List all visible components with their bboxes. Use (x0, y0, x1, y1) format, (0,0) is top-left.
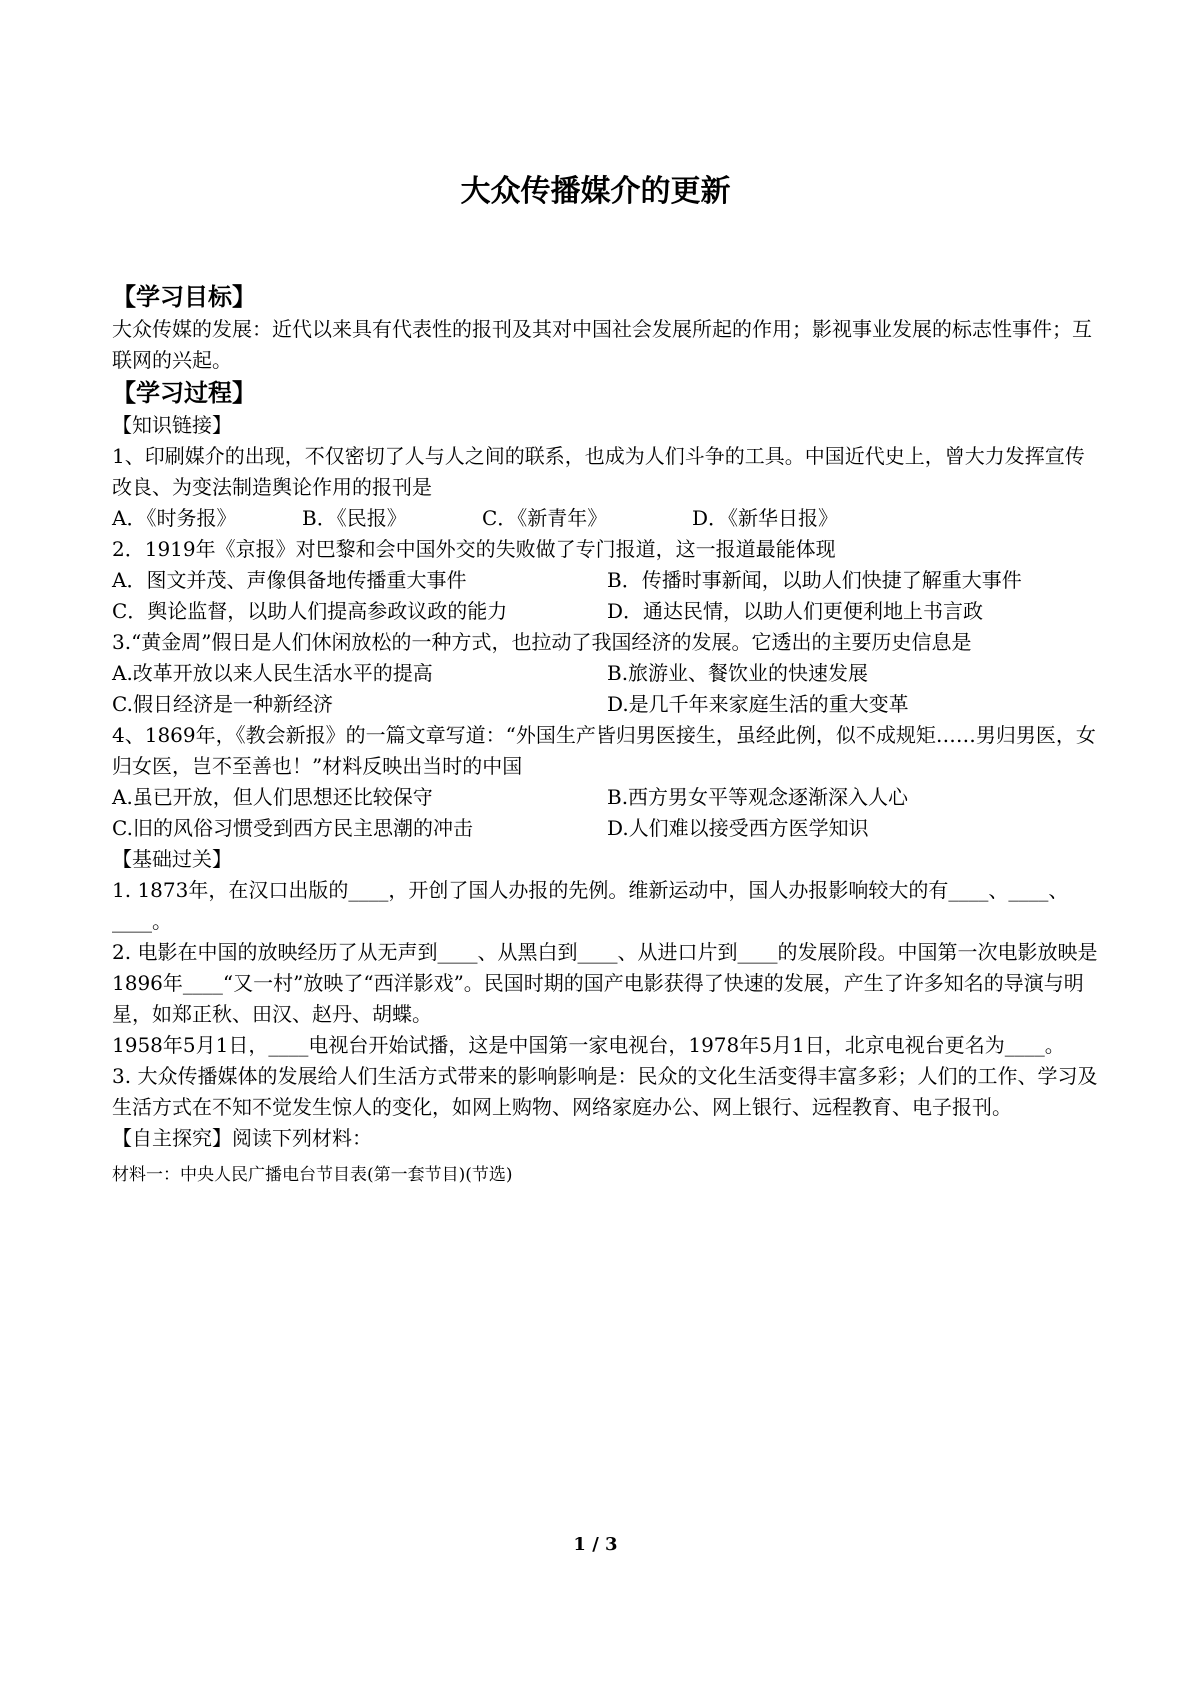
question-1-stem: 1、印刷媒介的出现，不仅密切了人与人之间的联系，也成为人们斗争的工具。中国近代史上，曾大力发挥宣传改良、为变法制造舆论作用的报刊是 (112, 444, 1085, 499)
knowledge-heading: 【知识链接】 (112, 413, 232, 437)
question-2-options-row1 (112, 565, 1102, 596)
option: A．《时务报》 (112, 506, 237, 530)
material-1-caption: 材料一：中央人民广播电台节目表(第一套节目)(节选) (112, 1165, 513, 1185)
option: C.旧的风俗习惯受到西方民主思潮的冲击 (112, 816, 473, 840)
basic-item-3: 3. 大众传播媒体的发展给人们生活方式带来的影响影响是：民众的文化生活变得丰富多彩；人们的工作、学习及生活方式在不知不觉发生惊人的变化，如网上购物、网络家庭办公、网上银行、远程教育、电子报刊。 (112, 1064, 1098, 1119)
question-3-options-row1 (112, 658, 1102, 689)
option: A．图文并茂、声像俱备地传播重大事件 (112, 568, 467, 592)
basic-item-2: 2. 电影在中国的放映经历了从无声到____、从黑白到____、从进口片到____的发展阶段。中国第一次电影放映是1896年____“又一村”放映了“西洋影戏”。民国时期的国产电影获得了快速的发展，产生了许多知名的导演与明星，如郑正秋、田汉、赵丹、胡蝶。 (112, 940, 1098, 1026)
option: C．《新青年》 (482, 506, 608, 530)
question-1-options (112, 503, 1102, 534)
question-4-stem: 4、1869年，《教会新报》的一篇文章写道：“外国生产皆归男医接生，虽经此例，似不成规矩……男归男医，女归女医，岂不至善也！”材料反映出当时的中国 (112, 723, 1096, 778)
goal-heading: 【学习目标】 (112, 283, 256, 311)
option: C．舆论监督，以助人们提高参政议政的能力 (112, 599, 508, 623)
question-2-stem: 2．1919年《京报》对巴黎和会中国外交的失败做了专门报道，这一报道最能体现 (112, 537, 836, 561)
document-body (112, 280, 1102, 1192)
basic-item-2b: 1958年5月1日，____电视台开始试播，这是中国第一家电视台，1978年5月1日，北京电视台更名为____。 (112, 1033, 1065, 1057)
question-3-stem: 3.“黄金周”假日是人们休闲放松的一种方式，也拉动了我国经济的发展。它透出的主要历史信息是 (112, 630, 972, 654)
option: B．传播时事新闻，以助人们快捷了解重大事件 (607, 568, 1022, 592)
question-4-options-row1 (112, 782, 1102, 813)
basic-item-1: 1. 1873年，在汉口出版的____，开创了国人办报的先例。维新运动中，国人办报影响较大的有____、____、____。 (112, 878, 1069, 933)
explore-heading: 【自主探究】阅读下列材料： (112, 1126, 372, 1150)
option: B.西方男女平等观念逐渐深入人心 (607, 785, 909, 809)
option: B.旅游业、餐饮业的快速发展 (607, 661, 869, 685)
option: D．《新华日报》 (692, 506, 839, 530)
option: A.改革开放以来人民生活水平的提高 (112, 661, 433, 685)
goal-text: 大众传媒的发展：近代以来具有代表性的报刊及其对中国社会发展所起的作用；影视事业发展的标志性事件；互联网的兴起。 (112, 317, 1092, 372)
page-title: 大众传播媒介的更新 (460, 174, 731, 209)
option: C.假日经济是一种新经济 (112, 692, 333, 716)
question-4-options-row2 (112, 813, 1102, 844)
question-3-options-row2 (112, 689, 1102, 720)
option: B．《民报》 (302, 506, 407, 530)
question-2-options-row2 (112, 596, 1102, 627)
option: D.是几千年来家庭生活的重大变革 (607, 692, 909, 716)
option: D.人们难以接受西方医学知识 (607, 816, 869, 840)
basic-heading: 【基础过关】 (112, 847, 232, 871)
option: D．通达民情，以助人们更便利地上书言政 (607, 599, 984, 623)
option: A.虽已开放，但人们思想还比较保守 (112, 785, 433, 809)
page-number: 1 / 3 (573, 1534, 618, 1555)
process-heading: 【学习过程】 (112, 379, 256, 407)
